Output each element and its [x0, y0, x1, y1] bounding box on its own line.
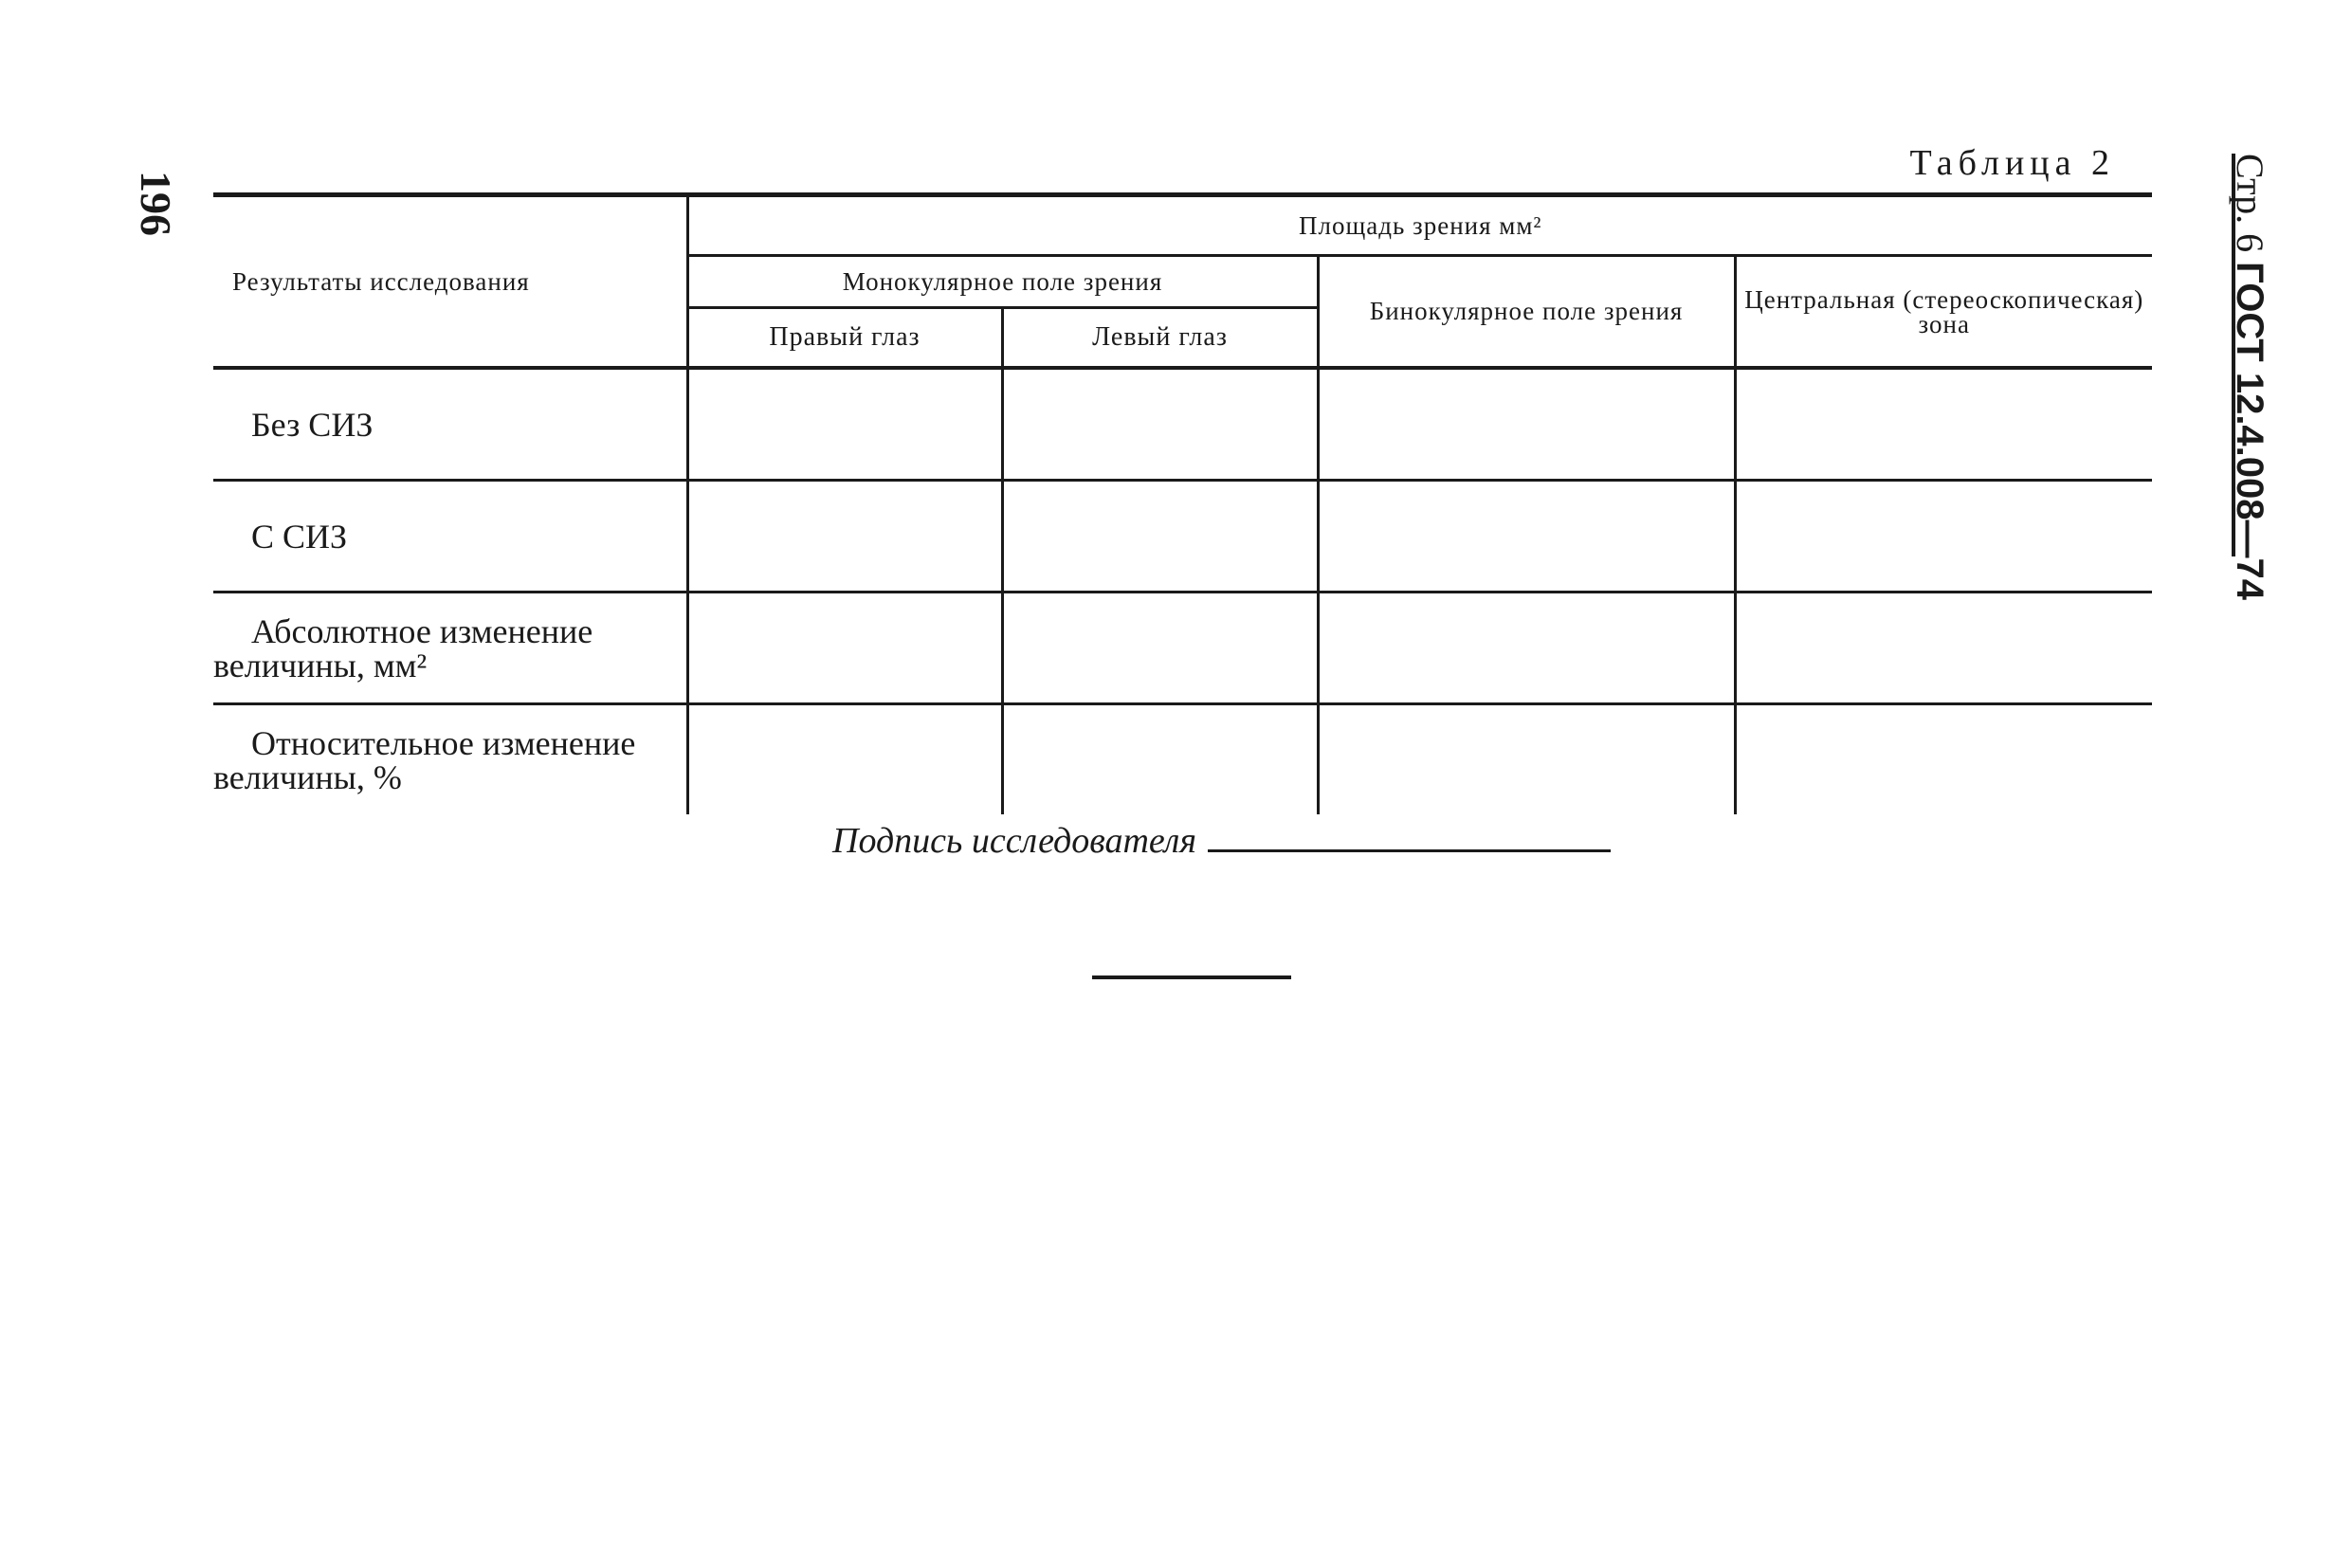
table-row — [213, 704, 2152, 815]
table-cell — [1735, 704, 2152, 815]
table-cell — [1318, 368, 1735, 481]
page-number: 196 — [132, 171, 180, 236]
table-cell — [1002, 368, 1318, 481]
standard-number: ГОСТ 12.4.008—74 — [2229, 262, 2270, 601]
results-table — [213, 192, 2152, 814]
table-cell — [1002, 481, 1318, 593]
table-cell — [1318, 704, 1735, 815]
table-cell — [687, 368, 1002, 481]
header-binocular: Бинокулярное поле зрения — [1318, 256, 1735, 369]
table-cell — [1735, 481, 2152, 593]
table-cell — [687, 481, 1002, 593]
signature-label: Подпись исследователя — [832, 821, 1197, 861]
table-row — [213, 368, 2152, 481]
header-central: Центральная (стереоскопическая) зона — [1735, 256, 2152, 369]
header-results: Результаты исследования — [213, 195, 687, 369]
row-label-with-ppe: С СИЗ — [213, 481, 687, 593]
row-label-absolute-change: Абсолютное изменение величины, мм² — [213, 593, 687, 704]
header-left-eye: Левый глаз — [1002, 308, 1318, 369]
side-header — [2226, 154, 2273, 601]
row-label-no-ppe: Без СИЗ — [213, 368, 687, 481]
table-row — [213, 593, 2152, 704]
table-caption: Таблица 2 — [1909, 143, 2115, 183]
signature-field — [832, 820, 1611, 862]
table-cell — [687, 593, 1002, 704]
table-cell — [1002, 593, 1318, 704]
table-cell — [1318, 593, 1735, 704]
table-cell — [1735, 593, 2152, 704]
header-right-eye: Правый глаз — [687, 308, 1002, 369]
table-cell — [1002, 704, 1318, 815]
header-area: Площадь зрения мм² — [687, 195, 2152, 256]
end-rule — [1092, 975, 1291, 979]
side-page-label: Стр. 6 — [2229, 154, 2271, 253]
table-row — [213, 481, 2152, 593]
table-cell — [1735, 368, 2152, 481]
row-label-relative-change: Относительное изменение величины, % — [213, 723, 636, 796]
header-monocular: Монокулярное поле зрения — [687, 256, 1318, 308]
table-cell — [1318, 481, 1735, 593]
signature-line[interactable] — [1208, 849, 1611, 852]
table-cell — [687, 704, 1002, 815]
